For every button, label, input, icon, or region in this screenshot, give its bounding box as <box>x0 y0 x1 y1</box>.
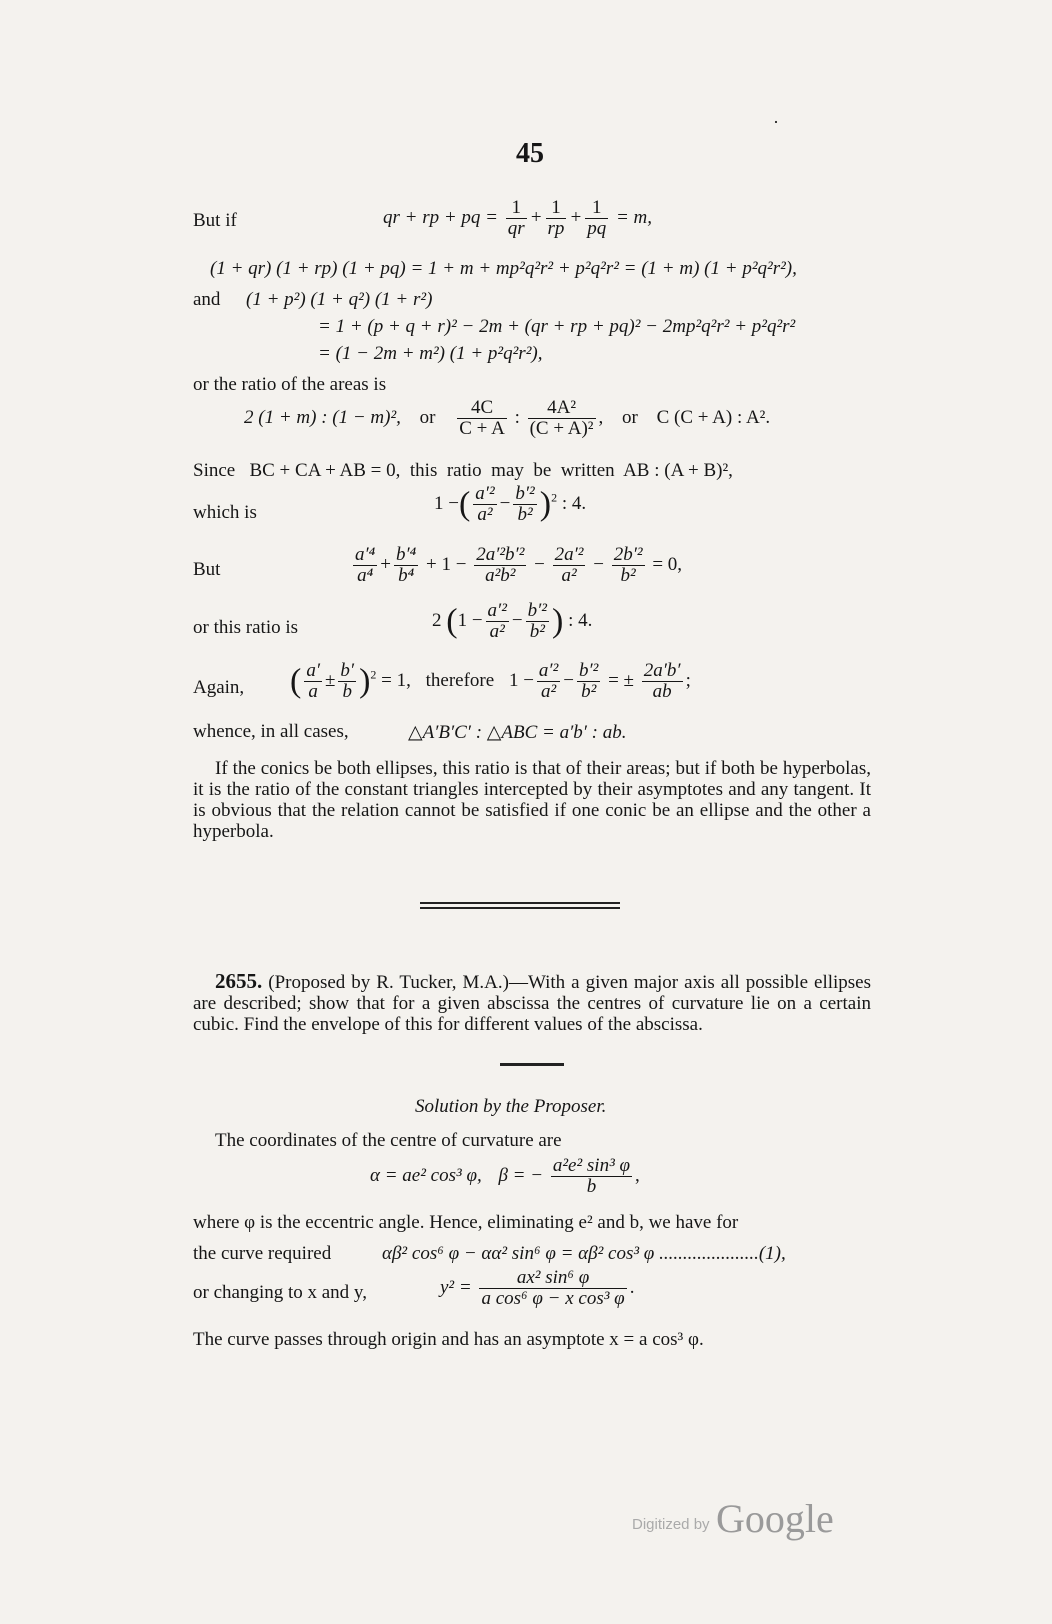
watermark-brand: Google <box>716 1496 834 1541</box>
frac-den: a⁴ <box>357 565 374 586</box>
frac-num: 2b′² <box>613 544 643 565</box>
whence-equation: △A′B′C′ : △ABC = a′b′ : ab. <box>408 722 627 743</box>
frac-den: (C + A)² <box>529 418 594 439</box>
term: 1 − <box>434 492 459 514</box>
frac-den: a² <box>540 681 557 702</box>
closing-paragraph: If the conics be both ellipses, this ratio is that of their areas; but if both be hyperbolas, it is the ratio of the constant triangles intercepted by their asymptotes and any tangent. It is obvious that the relation cannot be satisfied if one conic be an ellipse and the other a hyperbola. <box>193 758 871 842</box>
equation-3c: = (1 − 2m + m²) (1 + p²q²r²), <box>318 343 543 364</box>
frac-num: a′² <box>475 483 495 504</box>
comma: , <box>598 406 604 428</box>
solution-intro: The coordinates of the centre of curvature are <box>215 1130 562 1151</box>
frac-den: b² <box>529 621 545 642</box>
page-number: 45 <box>516 138 544 169</box>
frac-num: 1 <box>506 198 527 219</box>
frac-num: b′ <box>340 660 355 681</box>
stray-mark: · <box>773 112 779 132</box>
tail: : 4. <box>568 609 593 631</box>
frac-den: b <box>586 1176 597 1197</box>
minus: − <box>511 609 523 631</box>
equals-pm: = ± <box>608 669 634 691</box>
frac-den: pq <box>587 218 607 239</box>
y-equation <box>440 1268 634 1309</box>
frac-num: 4A² <box>528 398 596 419</box>
which-is-equation: 1 −( $\frac{\text{a′²}}{\text{a²}}$ − $\frac{\text{b′²}}{\text{b²}}$ )$^2$ : 4. <box>434 483 587 525</box>
term: + 1 − <box>426 553 467 575</box>
minus: − <box>534 553 545 575</box>
short-rule <box>500 1063 564 1066</box>
frac-num: 1 <box>585 198 608 219</box>
eq1-lhs: qr + rp + pq = <box>383 206 499 228</box>
beta-lhs: β = − <box>498 1164 544 1186</box>
whence-label: whence, in all cases, <box>193 721 349 742</box>
this-ratio-equation: 2 (1 − $\frac{\text{a′²}}{\text{a²}}$ − $\frac{\text{b′²}}{\text{b²}}$ ) : 4. <box>432 600 593 642</box>
frac-den: rp <box>547 218 565 239</box>
frac-num: 2a′b′ <box>643 660 681 681</box>
frac-den: b² <box>517 504 533 525</box>
frac-den: b² <box>581 681 597 702</box>
semicolon: ; <box>685 669 691 691</box>
frac-den: a²b² <box>485 565 516 586</box>
term: 2 <box>432 609 442 631</box>
term: 1 − <box>508 669 534 691</box>
ratio-text: or the ratio of the areas is <box>193 374 387 395</box>
frac-den: a² <box>477 504 493 525</box>
or-1: or <box>419 406 436 428</box>
period: . <box>629 1276 635 1298</box>
frac-num: a′² <box>538 660 559 681</box>
separator-rule-top <box>420 902 620 904</box>
again-label: Again, <box>193 677 245 698</box>
curvature-coordinates <box>370 1156 640 1197</box>
frac-num: a′² <box>487 600 507 621</box>
solution-heading: Solution by the Proposer. <box>415 1096 607 1117</box>
frac-den: a² <box>489 621 505 642</box>
but-label: But <box>193 559 221 580</box>
frac-den: b⁴ <box>398 565 415 586</box>
minus: − <box>563 669 574 691</box>
equation-3b: = 1 + (p + q + r)² − 2m + (qr + rp + pq)² − 2mp²q²r² + p²q²r² <box>318 316 796 337</box>
frac-num: a²e² sin³ φ <box>552 1155 631 1176</box>
frac-den: ab <box>652 681 672 702</box>
tail: : 4. <box>561 492 587 514</box>
frac-num: b′² <box>515 483 535 504</box>
colon: : <box>514 406 520 428</box>
but-equation <box>350 545 682 586</box>
equation-2: (1 + qr) (1 + rp) (1 + pq) = 1 + m + mp²q²r² + p²q²r² = (1 + m) (1 + p²q²r²), <box>210 258 797 279</box>
ratio-equation <box>244 398 770 439</box>
again-equation: ( $\frac{a'}{a}$ ± $\frac{b'}{b}$ )$^2$ = 1, therefore 1 − $\frac{\text{a′²}}{\text{a²}}$ − $\frac{\text{b′²}}{\text{b²}}$ = ± $\frac{2a'b'}{ab}$ ; <box>290 660 691 702</box>
eq1-rhs: = m, <box>615 206 653 228</box>
frac-num: 2a′²b′² <box>476 544 525 565</box>
plus: + <box>380 553 391 575</box>
frac-den: b <box>342 681 352 702</box>
tail: = 0, <box>652 553 683 575</box>
ratio-c: C (C + A) : A². <box>656 406 771 428</box>
frac-num: b′⁴ <box>395 544 417 565</box>
problem-text: (Proposed by R. Tucker, M.A.)—With a given major axis all possible ellipses are described; show that for a given abscissa the centres of curvature lie on a certain cubic. Find the envelope of this for different values of the abscissa. <box>193 972 871 1035</box>
equation-3a: (1 + p²) (1 + q²) (1 + r²) <box>246 289 433 310</box>
problem-statement <box>193 971 871 1035</box>
separator-rule-bottom <box>420 907 620 909</box>
changing-label: or changing to x and y, <box>193 1282 367 1303</box>
comma: , <box>635 1164 640 1186</box>
frac-num: 2a′² <box>554 544 584 565</box>
curve-label: the curve required <box>193 1243 332 1264</box>
frac-den: b² <box>620 565 636 586</box>
curve-equation: αβ² cos⁶ φ − αα² sin⁶ φ = αβ² cos³ φ .....................(1), <box>382 1243 786 1264</box>
watermark-prefix: Digitized by <box>632 1516 710 1533</box>
alpha-eq: α = ae² cos³ φ, <box>370 1164 482 1186</box>
frac-num: b′² <box>578 660 599 681</box>
frac-den: qr <box>507 218 525 239</box>
minus: − <box>593 553 604 575</box>
ratio-a: 2 (1 + m) : (1 − m)², <box>244 406 401 428</box>
frac-num: a′ <box>306 660 320 681</box>
frac-den: a <box>308 681 318 702</box>
therefore: therefore <box>425 669 495 691</box>
tail: = 1, <box>381 669 411 691</box>
this-ratio-label: or this ratio is <box>193 617 299 638</box>
frac-den: C + A <box>459 418 505 439</box>
y-lhs: y² = <box>440 1276 472 1298</box>
which-is-label: which is <box>193 502 257 523</box>
equation-1: qr + rp + pq = $\frac{1}{qr}$ + $\frac{1}{rp}$ + $\frac{1}{pq}$ = m, <box>383 197 653 239</box>
since-line: Since BC + CA + AB = 0, this ratio may be written AB : (A + B)², <box>193 460 733 481</box>
frac-num: ax² sin⁶ φ <box>479 1268 626 1289</box>
or-2: or <box>622 406 638 428</box>
problem-number: 2655. <box>215 969 263 993</box>
frac-num: 1 <box>546 198 567 219</box>
final-line: The curve passes through origin and has an asymptote x = a cos³ φ. <box>193 1329 704 1350</box>
frac-num: 4C <box>457 398 507 419</box>
frac-den: a cos⁶ φ − x cos³ φ <box>481 1288 625 1309</box>
minus: − <box>499 492 511 514</box>
frac-num: a′⁴ <box>355 544 376 565</box>
but-if-label: But if <box>193 210 237 231</box>
plus-minus: ± <box>324 669 336 691</box>
and-label: and <box>193 289 221 310</box>
frac-num: b′² <box>527 600 547 621</box>
frac-den: a² <box>561 565 577 586</box>
where-line: where φ is the eccentric angle. Hence, eliminating e² and b, we have for <box>193 1212 739 1233</box>
term: 1 − <box>457 609 483 631</box>
